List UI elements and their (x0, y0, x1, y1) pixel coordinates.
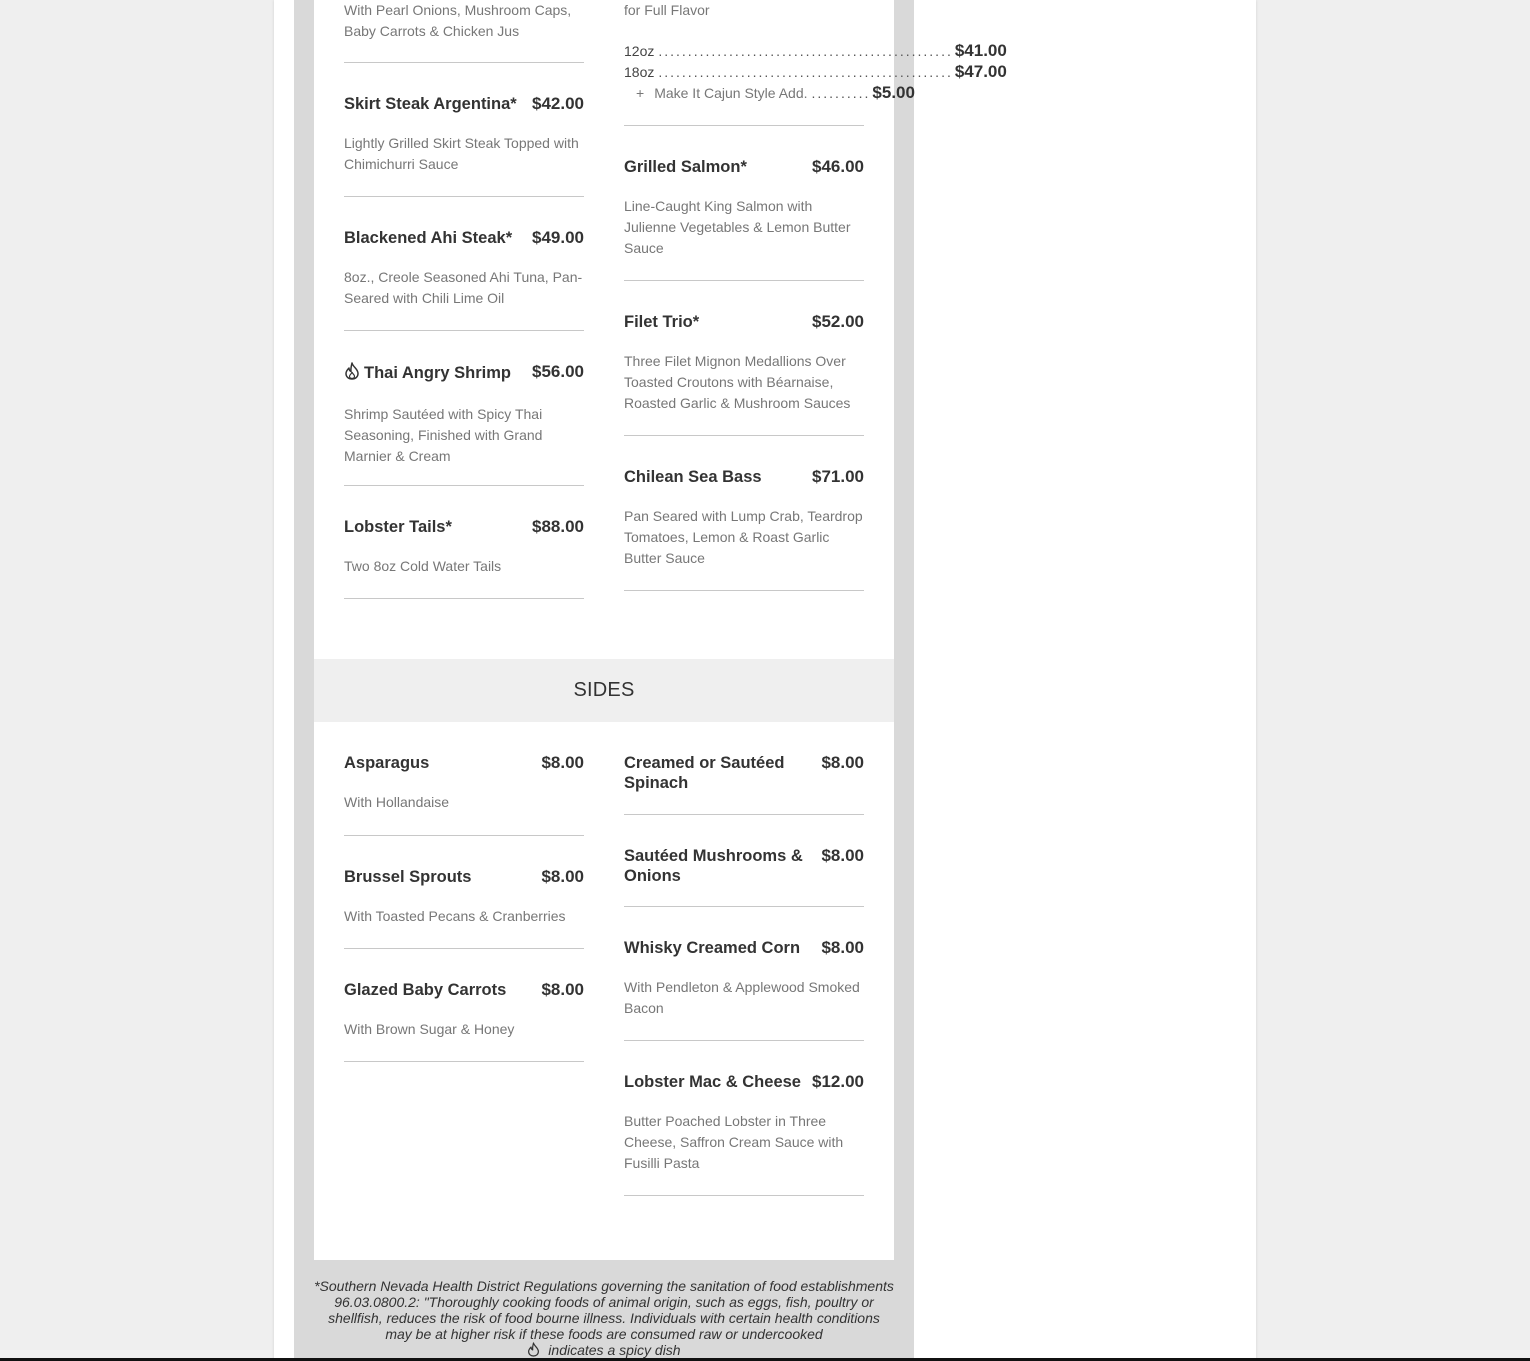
size-price: $41.00 (954, 41, 1007, 60)
size-label: 18oz (624, 64, 655, 80)
item-name: Asparagus (344, 754, 430, 772)
flame-icon (344, 362, 360, 385)
size-option (624, 41, 1007, 62)
item-price: $71.00 (812, 467, 864, 486)
menu-page (274, 0, 1256, 1361)
item-name: Skirt Steak Argentina* (344, 95, 517, 113)
item-description: Three Filet Mignon Medallions Over Toasted Croutons with Béarnaise, Roasted Garlic & Mushroom Sauces (624, 353, 851, 411)
item-name: Brussel Sprouts (344, 868, 472, 886)
item-description: for Full Flavor (624, 2, 710, 18)
item-description: Pan Seared with Lump Crab, Teardrop Tomatoes, Lemon & Roast Garlic Butter Sauce (624, 508, 863, 566)
item-price: $8.00 (541, 980, 584, 999)
item-name: Creamed or Sautéed Spinach (624, 754, 785, 792)
plus-icon: + (636, 85, 645, 101)
addon-option (624, 83, 915, 104)
item-name: Blackened Ahi Steak* (344, 229, 513, 247)
item-description: With Brown Sugar & Honey (344, 1021, 515, 1037)
item-name: Grilled Salmon* (624, 158, 747, 176)
menu-item (624, 281, 864, 436)
menu-item (344, 0, 584, 63)
item-name: Lobster Mac & Cheese (624, 1073, 801, 1091)
item-price: $46.00 (812, 157, 864, 176)
size-price: $47.00 (954, 62, 1007, 81)
menu-item (344, 949, 584, 1062)
item-description: With Hollandaise (344, 794, 450, 810)
menu-frame (294, 0, 1007, 1361)
item-name: Filet Trio* (624, 313, 700, 331)
item-name: Whisky Creamed Corn (624, 939, 801, 957)
menu-item (344, 331, 584, 486)
item-description: Butter Poached Lobster in Three Cheese, Saffron Cream Sauce with Fusilli Pasta (624, 1113, 844, 1171)
menu-item (344, 197, 584, 331)
size-options (624, 41, 1007, 104)
menu-item (344, 836, 584, 949)
item-name: Sautéed Mushrooms & Onions (624, 847, 803, 885)
health-notice-text: *Southern Nevada Health District Regulations governing the sanitation of food establishments 96.03.0800.2: "Thoroughly cooking foods of animal origin, such as eggs, fish, poultry or shellfish, reduces the risk of food bourne illness. Individuals with certain health conditions may be at higher risk if these foods are consumed raw or undercooked (314, 1278, 894, 1342)
item-description: Shrimp Sautéed with Spicy Thai Seasoning, Finished with Grand Marnier & Cream (344, 406, 543, 464)
menu-item (624, 1041, 864, 1196)
menu-item (624, 907, 864, 1041)
item-price: $42.00 (532, 94, 584, 113)
item-description: Lightly Grilled Skirt Steak Topped with Chimichurri Sauce (344, 135, 579, 172)
item-price: $56.00 (532, 362, 584, 381)
entrees-card (314, 0, 1007, 659)
item-name: Chilean Sea Bass (624, 468, 762, 486)
item-description: Two 8oz Cold Water Tails (344, 558, 502, 574)
item-price: $8.00 (821, 938, 864, 957)
item-price: $8.00 (541, 867, 584, 886)
addon-label: Make It Cajun Style Add. (654, 85, 808, 101)
menu-item (624, 436, 864, 591)
item-price: $52.00 (812, 312, 864, 331)
leader-dots: .................................................. (658, 64, 953, 80)
item-price: $8.00 (821, 846, 864, 865)
menu-item (624, 126, 864, 281)
item-description: Line-Caught King Salmon with Julienne Vegetables & Lemon Butter Sauce (624, 198, 851, 256)
item-name: Glazed Baby Carrots (344, 981, 507, 999)
item-price: $8.00 (821, 753, 864, 772)
menu-item (344, 63, 584, 197)
leader-dots: .......... (811, 85, 871, 101)
item-description: With Pendleton & Applewood Smoked Bacon (624, 979, 860, 1016)
item-name: Lobster Tails* (344, 518, 452, 536)
menu-item (344, 486, 584, 599)
size-option (624, 62, 1007, 83)
item-price: $12.00 (812, 1072, 864, 1091)
item-description: 8oz., Creole Seasoned Ahi Tuna, Pan-Seared with Chili Lime Oil (344, 269, 583, 306)
menu-item (624, 722, 864, 815)
menu-item (624, 815, 864, 907)
item-description: With Pearl Onions, Mushroom Caps, Baby Carrots & Chicken Jus (344, 2, 572, 39)
sides-section-title: SIDES (314, 659, 894, 722)
menu-item (624, 0, 1007, 126)
item-description: With Toasted Pecans & Cranberries (344, 908, 566, 924)
health-notice (314, 1278, 894, 1360)
spicy-legend-text: indicates a spicy dish (548, 1342, 681, 1358)
item-price: $8.00 (541, 753, 584, 772)
leader-dots: .................................................. (658, 43, 953, 59)
menu-item (344, 722, 584, 836)
item-price: $88.00 (532, 517, 584, 536)
size-label: 12oz (624, 43, 655, 59)
sides-card (314, 722, 894, 1260)
item-price: $49.00 (532, 228, 584, 247)
item-name: Thai Angry Shrimp (364, 364, 511, 382)
addon-price: $5.00 (872, 83, 915, 102)
